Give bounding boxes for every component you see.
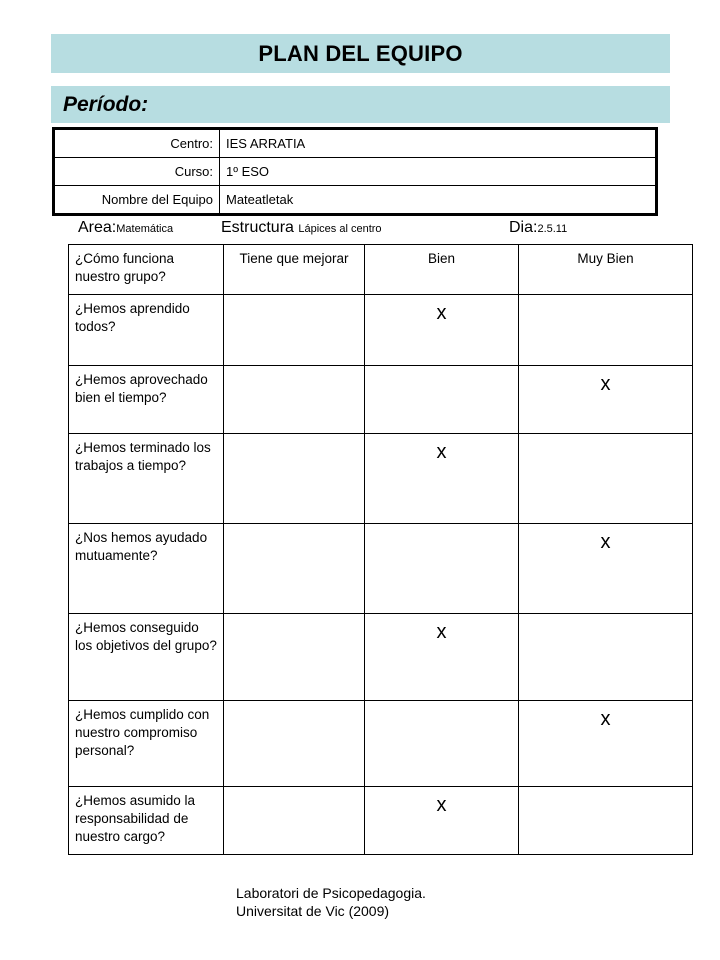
estructura-label: Estructura (221, 219, 294, 236)
title-bar (51, 34, 670, 73)
cell-tiene-que-mejorar (224, 434, 365, 524)
cell-tiene-que-mejorar (224, 787, 365, 855)
footer-line: Universitat de Vic (2009) (236, 903, 390, 919)
area-field (78, 219, 173, 237)
info-label: Nombre del Equipo (54, 186, 220, 215)
cell-muy-bien (519, 614, 693, 701)
header-tiene-que-mejorar: Tiene que mejorar (224, 245, 365, 295)
row-question: ¿Hemos terminado los trabajos a tiempo? (69, 434, 224, 524)
period-bar (51, 86, 670, 123)
cell-muy-bien (519, 787, 693, 855)
dia-value: 2.5.11 (537, 223, 568, 235)
row-question: ¿Nos hemos ayudado mutuamente? (69, 524, 224, 614)
cell-bien (365, 701, 519, 787)
evaluation-table (68, 244, 693, 855)
header-question: ¿Cómo funciona nuestro grupo? (69, 245, 224, 295)
info-value: IES ARRATIA (220, 129, 657, 158)
cell-bien (365, 366, 519, 434)
row-question: ¿Hemos aprovechado bien el tiempo? (69, 366, 224, 434)
info-row-equipo (54, 186, 657, 215)
row-question: ¿Hemos conseguido los objetivos del grupo? (69, 614, 224, 701)
table-row (69, 295, 693, 366)
info-value: Mateatletak (220, 186, 657, 215)
cell-bien: x (365, 434, 519, 524)
team-info-table (52, 127, 658, 216)
dia-label: Dia: (509, 219, 538, 236)
estructura-field (221, 219, 382, 237)
row-question: ¿Hemos asumido la responsabilidad de nuestro cargo? (69, 787, 224, 855)
dia-field (509, 219, 567, 237)
table-row (69, 366, 693, 434)
table-row (69, 701, 693, 787)
period-label: Período: (63, 93, 149, 116)
cell-bien: x (365, 614, 519, 701)
cell-muy-bien: x (519, 524, 693, 614)
info-value: 1º ESO (220, 158, 657, 186)
row-question: ¿Hemos aprendido todos? (69, 295, 224, 366)
table-row (69, 524, 693, 614)
cell-muy-bien: x (519, 366, 693, 434)
info-label: Centro: (54, 129, 220, 158)
table-row (69, 434, 693, 524)
estructura-value: Lápices al centro (298, 223, 382, 235)
cell-tiene-que-mejorar (224, 701, 365, 787)
cell-tiene-que-mejorar (224, 366, 365, 434)
info-row-centro (54, 129, 657, 158)
area-label: Area: (78, 219, 117, 236)
cell-muy-bien (519, 434, 693, 524)
cell-muy-bien: x (519, 701, 693, 787)
info-label: Curso: (54, 158, 220, 186)
header-bien: Bien (365, 245, 519, 295)
page-title: PLAN DEL EQUIPO (258, 41, 463, 66)
table-row (69, 614, 693, 701)
row-question: ¿Hemos cumplido con nuestro compromiso personal? (69, 701, 224, 787)
cell-tiene-que-mejorar (224, 524, 365, 614)
cell-bien (365, 524, 519, 614)
cell-muy-bien (519, 295, 693, 366)
table-row (69, 787, 693, 855)
cell-tiene-que-mejorar (224, 295, 365, 366)
footer-credit (236, 884, 426, 920)
cell-bien: x (365, 295, 519, 366)
info-row-curso (54, 158, 657, 186)
cell-bien: x (365, 787, 519, 855)
header-muy-bien: Muy Bien (519, 245, 693, 295)
footer-line: Laboratori de Psicopedagogia. (236, 885, 426, 901)
area-value: Matemática (116, 223, 174, 235)
table-header-row (69, 245, 693, 295)
cell-tiene-que-mejorar (224, 614, 365, 701)
